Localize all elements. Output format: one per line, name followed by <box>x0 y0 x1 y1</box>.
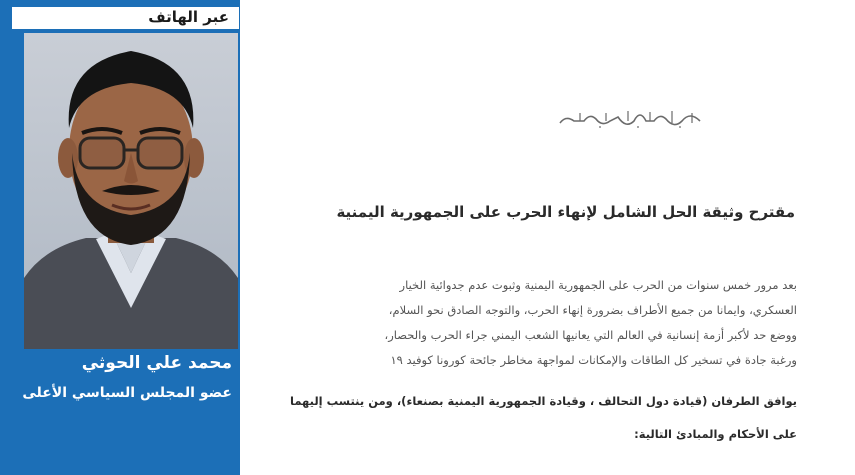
phone-label: عبر الهاتف <box>148 8 229 26</box>
document-line: ورغبة جادة في تسخير كل الطاقات والإمكانات لمواجهة مخاطر جائحة كورونا كوفيد ١٩ <box>390 353 797 367</box>
phone-label-bar <box>12 7 239 29</box>
caller-panel <box>0 0 240 475</box>
document-title: مقترح وثيقة الحل الشامل لإنهاء الحرب على الجمهورية اليمنية <box>336 203 795 221</box>
document-line: العسكري، وايمانا من جميع الأطراف بضرورة إنهاء الحرب، والتوجه الصادق نحو السلام، <box>388 303 797 317</box>
caller-name: محمد علي الحوثي <box>81 353 232 373</box>
document-line: ووضع حد لأكبر أزمة إنسانية في العالم التي يعانيها الشعب اليمني جراء الحرب والحصار، <box>384 328 797 342</box>
document-line: بعد مرور خمس سنوات من الحرب على الجمهورية اليمنية وثبوت عدم جدوائية الخيار <box>399 278 797 292</box>
document-line: يوافق الطرفان (قيادة دول التحالف ، وقيادة الجمهورية اليمنية بصنعاء)، ومن ينتسب إليهما <box>290 394 797 408</box>
document-line: على الأحكام والمبادئ التالية: <box>634 427 797 441</box>
caller-role: عضو المجلس السياسي الأعلى <box>22 385 232 401</box>
basmala-calligraphy <box>550 103 710 133</box>
document-page <box>240 0 855 475</box>
caller-photo <box>24 33 238 349</box>
